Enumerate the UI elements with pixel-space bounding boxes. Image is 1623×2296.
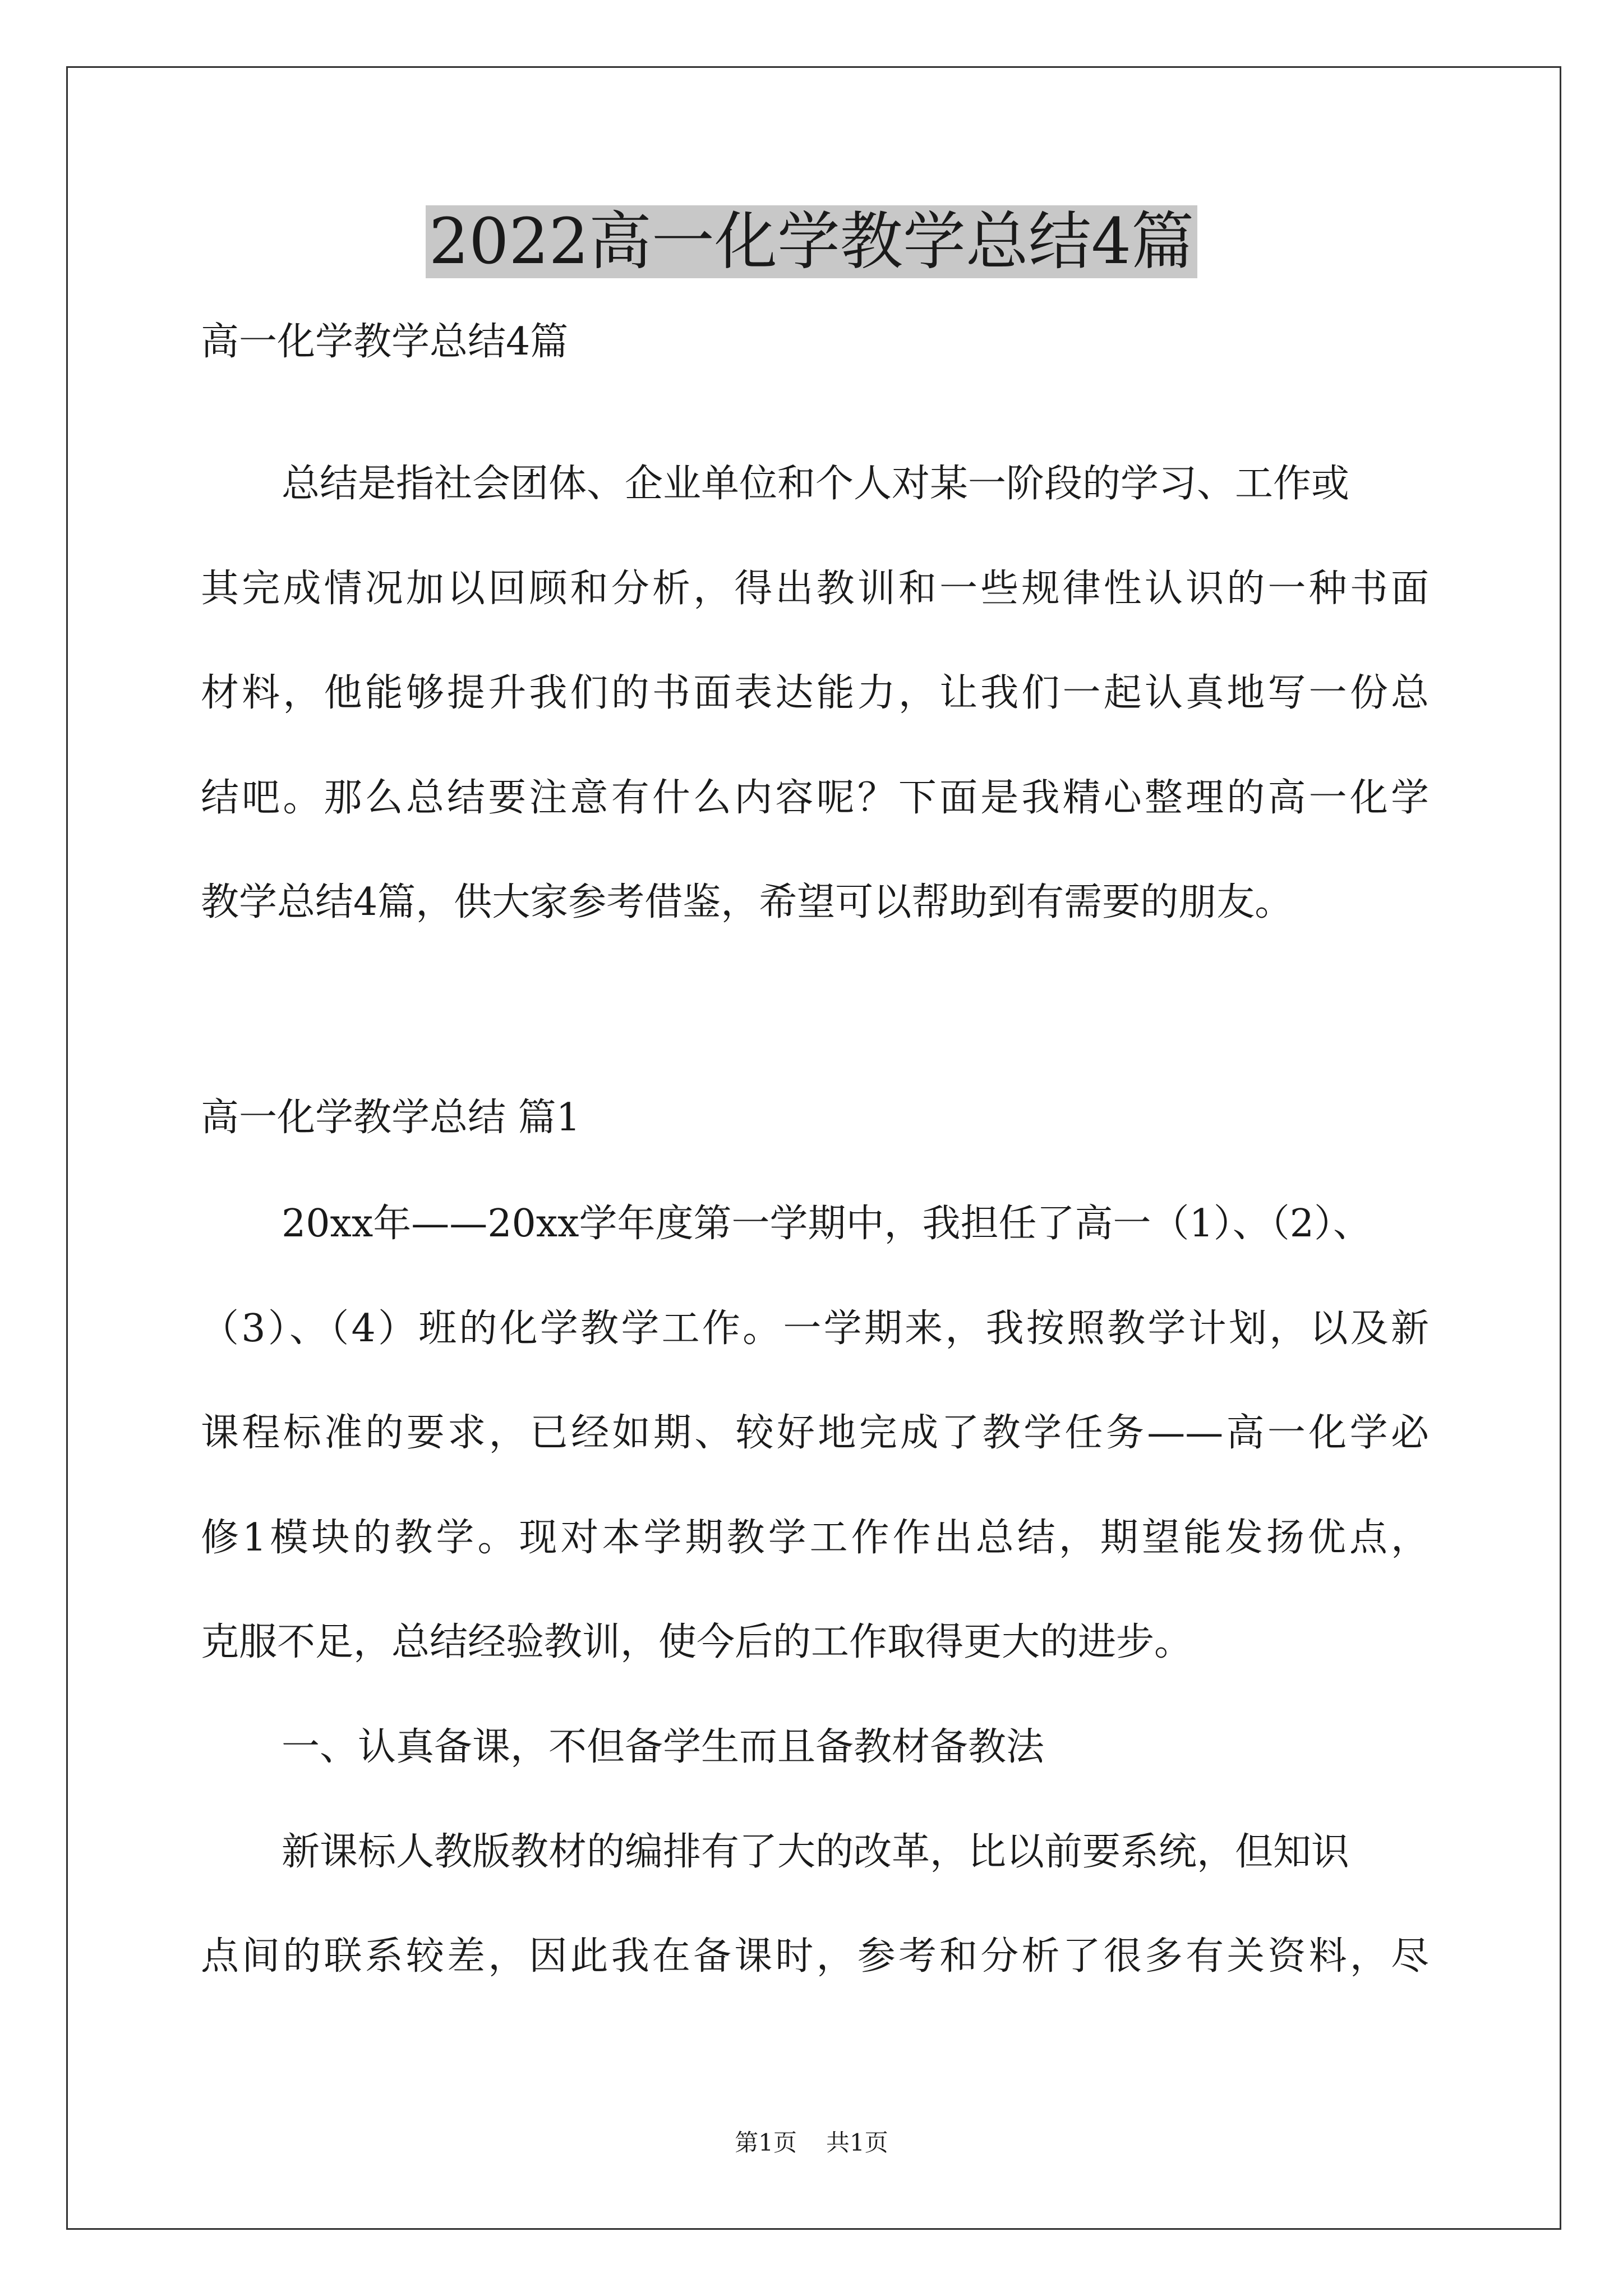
intro-line: 教学总结4篇，供大家参考借鉴，希望可以帮助到有需要的朋友。 (201, 880, 1293, 924)
page-total: 共1页 (826, 2129, 888, 2156)
section-line: 课程标准的要求，已经如期、较好地完成了教学任务——高一化学必 (201, 1411, 1429, 1455)
intro-line: 总结是指社会团体、企业单位和个人对某一阶段的学习、工作或 (282, 462, 1350, 506)
document-subtitle: 高一化学教学总结4篇 (201, 320, 569, 364)
page-footer (0, 2126, 1623, 2160)
section-line: 20xx年——20xx学年度第一学期中，我担任了高一（1）、（2）、 (282, 1202, 1371, 1246)
section-line: 修1模块的教学。现对本学期教学工作作出总结，期望能发扬优点， (201, 1516, 1429, 1560)
page-border (66, 66, 1561, 2230)
point-line: 新课标人教版教材的编排有了大的改革，比以前要系统，但知识 (282, 1830, 1350, 1874)
point-heading: 一、认真备课，不但备学生而且备教材备教法 (282, 1725, 1045, 1769)
section-heading: 高一化学教学总结 篇1 (201, 1096, 580, 1140)
point-line: 点间的联系较差，因此我在备课时，参考和分析了很多有关资料，尽 (201, 1934, 1429, 1978)
intro-line: 其完成情况加以回顾和分析，得出教训和一些规律性认识的一种书面 (201, 567, 1429, 611)
section-line: 克服不足，总结经验教训，使今后的工作取得更大的进步。 (201, 1620, 1193, 1664)
document-title: 2022高一化学教学总结4篇 (0, 200, 1623, 284)
page-number: 第1页 (735, 2129, 797, 2156)
intro-line: 结吧。那么总结要注意有什么内容呢？下面是我精心整理的高一化学 (201, 776, 1429, 820)
intro-line: 材料，他能够提升我们的书面表达能力，让我们一起认真地写一份总 (201, 671, 1429, 715)
section-line: （3）、（4）班的化学教学工作。一学期来，我按照教学计划，以及新 (201, 1306, 1429, 1351)
